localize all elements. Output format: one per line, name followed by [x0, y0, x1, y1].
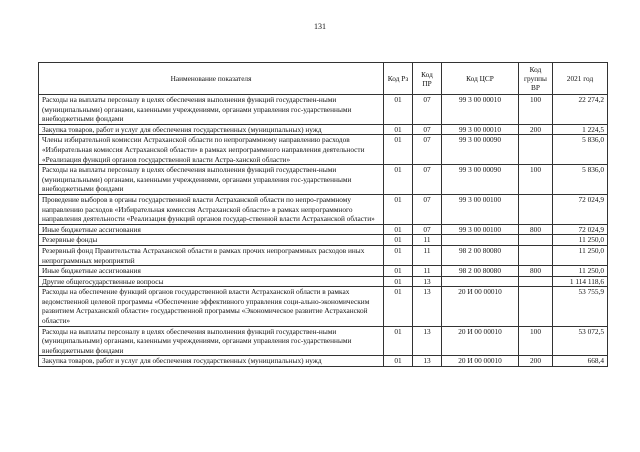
row-value-cell: 11 250,0	[553, 245, 608, 265]
row-rz-cell: 01	[384, 266, 413, 277]
row-value-cell: 11 250,0	[553, 266, 608, 277]
row-name-cell: Проведение выборов в органы государственной власти Астраханской области по непро-граммному направлению расходов «Избирательная комиссия Астраханской области» в рамках непрограммного направления деятельности «Реализация функций органов государ-ственной власти Астраханской области»	[39, 194, 384, 224]
table-row	[39, 194, 608, 224]
row-name-cell: Расходы на обеспечение функций органов государственной власти Астраханской области в рамках ведомственной целевой программы «Обеспечение эффективного управления соци-ально-экономическим развитием Астраханской области» государственной программы «Экономическое развитие Астраханской области»	[39, 287, 384, 326]
header-csr: Код ЦСР	[442, 63, 519, 95]
row-csr-cell: 20 И 00 00010	[442, 356, 519, 367]
row-vr-cell: 100	[519, 95, 553, 125]
row-vr-cell: 200	[519, 124, 553, 135]
row-name-cell: Резервные фонды	[39, 235, 384, 246]
table-row	[39, 356, 608, 367]
row-vr-cell: 100	[519, 326, 553, 356]
row-csr-cell: 99 3 00 00090	[442, 135, 519, 165]
row-rz-cell: 01	[384, 95, 413, 125]
table-header-row	[39, 63, 608, 95]
row-pr-cell: 13	[413, 356, 442, 367]
row-name-cell: Расходы на выплаты персоналу в целях обеспечения выполнения функций государствен-ными (муниципальными) органами, казенными учреждениями, органами управления гос-ударственными внебюджетными фондами	[39, 326, 384, 356]
row-value-cell: 11 250,0	[553, 235, 608, 246]
header-name: Наименование показателя	[39, 63, 384, 95]
row-rz-cell: 01	[384, 235, 413, 246]
row-value-cell: 22 274,2	[553, 95, 608, 125]
row-csr-cell	[442, 276, 519, 287]
row-vr-cell: 800	[519, 266, 553, 277]
row-csr-cell: 98 2 00 80080	[442, 266, 519, 277]
table-row	[39, 235, 608, 246]
row-value-cell: 668,4	[553, 356, 608, 367]
row-rz-cell: 01	[384, 287, 413, 326]
row-pr-cell: 13	[413, 276, 442, 287]
table-row	[39, 287, 608, 326]
row-csr-cell: 99 3 00 00090	[442, 165, 519, 195]
row-rz-cell: 01	[384, 326, 413, 356]
row-pr-cell: 07	[413, 194, 442, 224]
row-csr-cell: 99 3 00 00010	[442, 95, 519, 125]
row-vr-cell: 800	[519, 224, 553, 235]
row-csr-cell: 99 3 00 00100	[442, 224, 519, 235]
row-value-cell: 5 836,0	[553, 165, 608, 195]
row-name-cell: Расходы на выплаты персоналу в целях обеспечения выполнения функций государствен-ными (муниципальными) органами, казенными учреждениями, органами управления гос-ударственными внебюджетными фондами	[39, 165, 384, 195]
row-name-cell: Закупка товаров, работ и услуг для обеспечения государственных (муниципальных) нужд	[39, 356, 384, 367]
row-name-cell: Резервный фонд Правительства Астраханской области в рамках прочих непрограммных расходов иных непрограммных мероприятий	[39, 245, 384, 265]
row-csr-cell: 98 2 00 80080	[442, 245, 519, 265]
row-value-cell: 1 114 118,6	[553, 276, 608, 287]
row-value-cell: 53 072,5	[553, 326, 608, 356]
row-rz-cell: 01	[384, 276, 413, 287]
row-vr-cell	[519, 135, 553, 165]
row-rz-cell: 01	[384, 135, 413, 165]
row-pr-cell: 11	[413, 235, 442, 246]
row-rz-cell: 01	[384, 194, 413, 224]
row-value-cell: 53 755,9	[553, 287, 608, 326]
page-number: 131	[314, 22, 326, 31]
row-rz-cell: 01	[384, 356, 413, 367]
row-name-cell: Другие общегосударственные вопросы	[39, 276, 384, 287]
table-row	[39, 224, 608, 235]
row-vr-cell	[519, 276, 553, 287]
row-vr-cell	[519, 245, 553, 265]
table-row	[39, 245, 608, 265]
row-pr-cell: 13	[413, 287, 442, 326]
row-rz-cell: 01	[384, 245, 413, 265]
table-row	[39, 326, 608, 356]
row-pr-cell: 11	[413, 266, 442, 277]
row-csr-cell: 99 3 00 00100	[442, 194, 519, 224]
row-value-cell: 5 836,0	[553, 135, 608, 165]
row-value-cell: 72 024,9	[553, 194, 608, 224]
row-pr-cell: 07	[413, 165, 442, 195]
row-vr-cell: 200	[519, 356, 553, 367]
header-pr: Код ПР	[413, 63, 442, 95]
row-pr-cell: 07	[413, 95, 442, 125]
table-row	[39, 266, 608, 277]
table-row	[39, 95, 608, 125]
table-row	[39, 135, 608, 165]
row-pr-cell: 07	[413, 135, 442, 165]
table-row	[39, 165, 608, 195]
row-pr-cell: 07	[413, 224, 442, 235]
row-vr-cell	[519, 194, 553, 224]
row-vr-cell: 100	[519, 165, 553, 195]
row-name-cell: Закупка товаров, работ и услуг для обеспечения государственных (муниципальных) нужд	[39, 124, 384, 135]
row-vr-cell	[519, 287, 553, 326]
header-rz: Код Рз	[384, 63, 413, 95]
row-rz-cell: 01	[384, 165, 413, 195]
row-name-cell: Члены избирательной комиссии Астраханской области по непрограммному направлению расходов «Избирательная комиссия Астраханской области» в рамках непрограммного направления деятельности «Реализация функций органов государственной власти Астра-ханской области»	[39, 135, 384, 165]
table-row	[39, 276, 608, 287]
row-rz-cell: 01	[384, 224, 413, 235]
row-name-cell: Иные бюджетные ассигнования	[39, 266, 384, 277]
row-name-cell: Расходы на выплаты персоналу в целях обеспечения выполнения функций государствен-ными (муниципальными) органами, казенными учреждениями, органами управления гос-ударственными внебюджетными фондами	[39, 95, 384, 125]
row-csr-cell: 20 И 00 00010	[442, 287, 519, 326]
row-vr-cell	[519, 235, 553, 246]
table-body	[39, 95, 608, 367]
header-vr: Код группы ВР	[519, 63, 553, 95]
row-csr-cell: 99 3 00 00010	[442, 124, 519, 135]
row-pr-cell: 11	[413, 245, 442, 265]
row-pr-cell: 07	[413, 124, 442, 135]
row-csr-cell	[442, 235, 519, 246]
row-name-cell: Иные бюджетные ассигнования	[39, 224, 384, 235]
row-value-cell: 1 224,5	[553, 124, 608, 135]
row-pr-cell: 13	[413, 326, 442, 356]
row-csr-cell: 20 И 00 00010	[442, 326, 519, 356]
table-row	[39, 124, 608, 135]
row-value-cell: 72 024,9	[553, 224, 608, 235]
budget-table	[38, 62, 608, 367]
row-rz-cell: 01	[384, 124, 413, 135]
header-year: 2021 год	[553, 63, 608, 95]
